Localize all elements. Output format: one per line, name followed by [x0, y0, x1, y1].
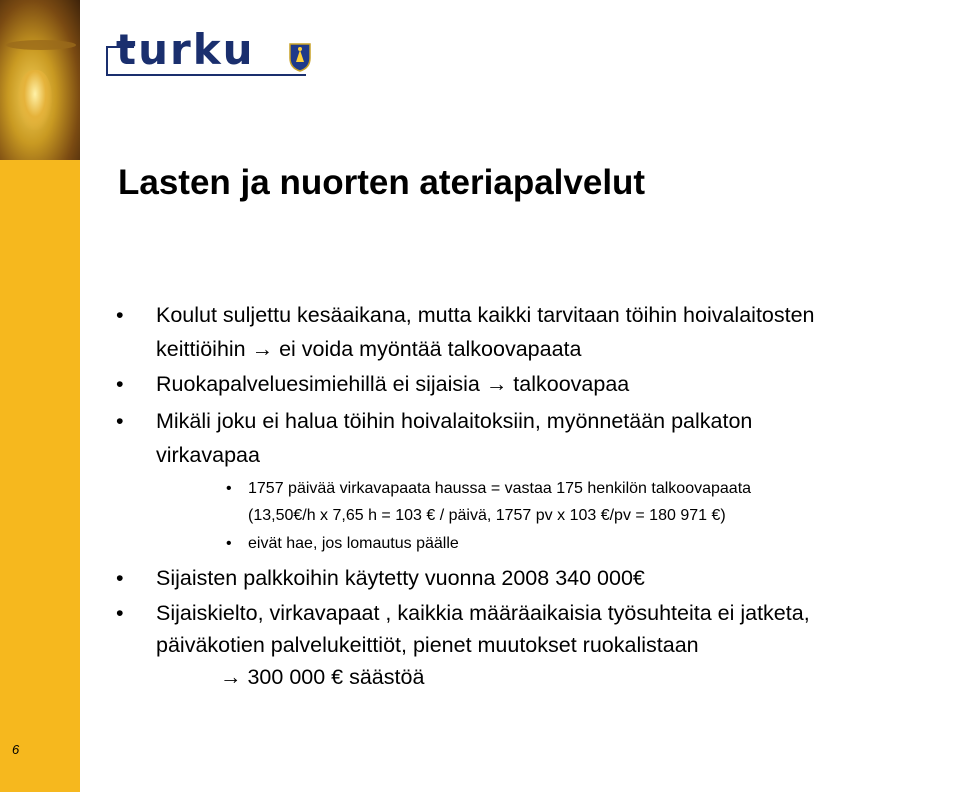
sub-bullet-text: 1757 päivää virkavapaata haussa = vastaa 175 henkilön talkoovapaata [248, 480, 752, 497]
bullet-text: päiväkotien palvelukeittiöt, pienet muutokset ruokalistaan [156, 633, 699, 657]
bullet-marker: • [116, 409, 124, 433]
turku-logo [106, 25, 316, 78]
bullet-text: keittiöihin → ei voida myöntää talkoovapaata [156, 337, 582, 361]
sub-bullet-text: (13,50€/h x 7,65 h = 103 € / päivä, 1757 pv x 103 €/pv = 180 971 €) [248, 507, 726, 524]
photo-vessel-highlight [18, 70, 52, 130]
sub-bullet-text: eivät hae, jos lomautus päälle [248, 535, 459, 552]
bullet-text: Sijaisten palkkoihin käytetty vuonna 2008 340 000€ [156, 566, 645, 590]
bullet-text: Sijaiskielto, virkavapaat , kaikkia määräaikaisia työsuhteita ei jatketa, [156, 601, 810, 625]
photo-vessel-rim [6, 40, 76, 50]
bullet-text: Mikäli joku ei halua töihin hoivalaitoksiin, myönnetään palkaton [156, 409, 753, 433]
logo-frame-bottom [106, 74, 306, 76]
bullet-text: virkavapaa [156, 443, 260, 467]
page-number: 6 [12, 742, 20, 757]
bullet-marker: • [116, 372, 124, 396]
slide-title: Lasten ja nuorten ateriapalvelut [118, 163, 646, 202]
decorative-photo [0, 0, 80, 160]
sub-bullet-marker: • [226, 535, 232, 552]
bullet-marker: • [116, 566, 124, 590]
logo-wordmark: turku [116, 25, 255, 74]
bullet-text: Koulut suljettu kesäaikana, mutta kaikki tarvitaan töihin hoivalaitosten [156, 303, 815, 327]
bullet-text: Ruokapalveluesimiehillä ei sijaisia → talkoovapaa [156, 372, 630, 396]
sub-bullet-marker: • [226, 480, 232, 497]
bullet-text: → 300 000 € säästöä [220, 665, 425, 689]
coat-of-arms-icon [288, 42, 312, 72]
bullet-marker: • [116, 303, 124, 327]
bullet-marker: • [116, 601, 124, 625]
logo-frame-left [106, 46, 108, 76]
